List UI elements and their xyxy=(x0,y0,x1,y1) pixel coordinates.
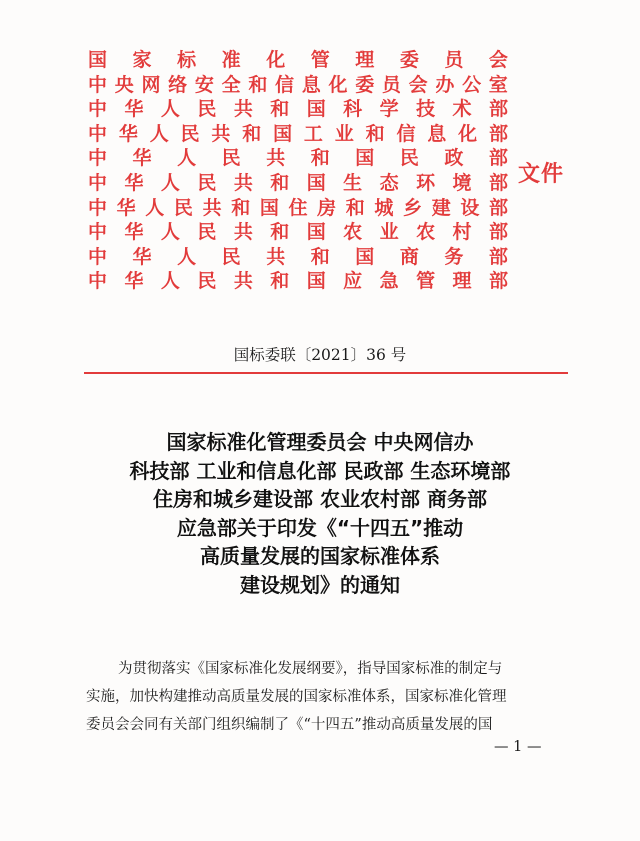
issuer-char: 态 xyxy=(379,171,399,194)
issuer-char: 共 xyxy=(233,221,253,244)
issuer-char: 商 xyxy=(399,245,419,268)
issuer-char: 部 xyxy=(488,122,508,145)
issuer-char: 城 xyxy=(374,196,394,219)
issuer-char: 民 xyxy=(221,245,241,268)
issuer-char: 共 xyxy=(202,196,222,219)
issuer-char: 理 xyxy=(355,49,375,71)
issuer-line xyxy=(88,171,508,196)
issuer-char: 和 xyxy=(231,196,251,219)
issuer-char: 和 xyxy=(270,98,290,121)
issuer-char: 和 xyxy=(270,221,290,244)
issuer-char: 和 xyxy=(365,122,385,145)
title-line: 住房和城乡建设部 农业农村部 商务部 xyxy=(153,487,487,512)
issuer-char: 民 xyxy=(197,270,217,293)
issuer-char: 央 xyxy=(114,73,134,96)
issuer-line xyxy=(88,122,508,147)
issuer-char: 和 xyxy=(345,196,365,219)
issuer-char: 国 xyxy=(306,221,326,244)
issuer-char: 和 xyxy=(242,122,262,145)
issuer-char: 和 xyxy=(310,245,330,268)
issuer-char: 急 xyxy=(379,270,399,293)
issuer-char: 部 xyxy=(488,270,508,293)
issuer-char: 国 xyxy=(306,98,326,121)
title-line: 科技部 工业和信息化部 民政部 生态环境部 xyxy=(129,458,511,483)
issuer-char: 室 xyxy=(488,73,508,96)
issuer-char: 中 xyxy=(88,196,108,219)
issuer-char: 和 xyxy=(270,270,290,293)
issuer-char: 化 xyxy=(328,73,348,96)
title-line: 应急部关于印发《“十四五”推动 xyxy=(176,515,464,540)
issuer-char: 民 xyxy=(197,98,217,121)
issuer-char: 共 xyxy=(233,171,253,194)
issuer-char: 村 xyxy=(452,221,472,244)
issuer-char: 华 xyxy=(116,196,136,219)
issuer-char: 业 xyxy=(334,122,354,145)
issuer-char: 部 xyxy=(488,98,508,121)
issuer-char: 共 xyxy=(266,245,286,268)
issuer-char: 人 xyxy=(145,196,165,219)
issuer-char: 准 xyxy=(221,49,241,71)
issuer-char: 国 xyxy=(259,196,279,219)
issuer-char: 中 xyxy=(88,270,108,293)
issuer-char: 中 xyxy=(88,221,108,244)
issuer-char: 部 xyxy=(488,171,508,194)
issuer-char: 和 xyxy=(270,171,290,194)
title-line: 高质量发展的国家标准体系 xyxy=(200,544,440,569)
issuer-char: 人 xyxy=(149,122,169,145)
issuer-char: 共 xyxy=(211,122,231,145)
red-divider-line xyxy=(84,372,568,374)
issuer-char: 民 xyxy=(197,221,217,244)
issuer-char: 中 xyxy=(88,122,108,145)
issuing-agencies-header xyxy=(88,48,508,294)
issuer-char: 化 xyxy=(458,122,478,145)
issuer-char: 设 xyxy=(460,196,480,219)
document-number: 国标委联〔2021〕36 号 xyxy=(233,346,407,364)
issuer-char: 管 xyxy=(416,270,436,293)
issuer-char: 应 xyxy=(343,270,363,293)
issuer-char: 办 xyxy=(435,73,455,96)
issuer-char: 共 xyxy=(233,98,253,121)
issuer-char: 员 xyxy=(381,73,401,96)
issuer-char: 标 xyxy=(177,49,197,71)
issuer-char: 华 xyxy=(132,245,152,268)
issuer-char: 中 xyxy=(88,98,108,121)
issuer-char: 人 xyxy=(177,245,197,268)
issuer-char: 会 xyxy=(408,73,428,96)
issuer-char: 部 xyxy=(488,147,508,170)
issuer-char: 术 xyxy=(452,98,472,121)
issuer-char: 华 xyxy=(124,171,144,194)
issuer-char: 环 xyxy=(416,171,436,194)
title-line: 建设规划》的通知 xyxy=(240,572,400,597)
issuer-char: 和 xyxy=(310,147,330,170)
issuer-char: 政 xyxy=(444,147,464,170)
page-number: — 1 — xyxy=(494,739,542,755)
issuer-char: 人 xyxy=(177,147,197,170)
issuer-char: 国 xyxy=(306,270,326,293)
document-suffix: 文件 xyxy=(518,161,565,187)
issuer-line xyxy=(88,48,508,73)
issuer-char: 中 xyxy=(88,245,108,268)
body-line: 实施，加快构建推动高质量发展的国家标准体系，国家标准化管理 xyxy=(86,689,507,705)
issuer-char: 人 xyxy=(160,98,180,121)
issuer-char: 家 xyxy=(132,49,152,71)
document-title xyxy=(0,428,640,600)
issuer-line xyxy=(88,269,508,294)
issuer-char: 民 xyxy=(221,147,241,170)
issuer-char: 学 xyxy=(379,98,399,121)
issuer-char: 络 xyxy=(168,73,188,96)
issuer-char: 生 xyxy=(343,171,363,194)
issuer-char: 华 xyxy=(124,221,144,244)
issuer-char: 国 xyxy=(355,245,375,268)
issuer-char: 部 xyxy=(488,221,508,244)
issuer-char: 技 xyxy=(416,98,436,121)
issuer-char: 华 xyxy=(118,122,138,145)
issuer-char: 农 xyxy=(343,221,363,244)
issuer-char: 科 xyxy=(343,98,363,121)
issuer-char: 部 xyxy=(488,245,508,268)
issuer-char: 委 xyxy=(355,73,375,96)
issuer-char: 公 xyxy=(462,73,482,96)
issuer-char: 管 xyxy=(310,49,330,71)
issuer-char: 建 xyxy=(431,196,451,219)
issuer-char: 人 xyxy=(160,270,180,293)
issuer-char: 民 xyxy=(399,147,419,170)
issuer-char: 国 xyxy=(273,122,293,145)
issuer-char: 化 xyxy=(266,49,286,71)
issuer-char: 农 xyxy=(416,221,436,244)
issuer-char: 民 xyxy=(173,196,193,219)
issuer-char: 信 xyxy=(396,122,416,145)
issuer-char: 房 xyxy=(317,196,337,219)
issuer-char: 共 xyxy=(266,147,286,170)
issuer-line xyxy=(88,97,508,122)
issuer-char: 息 xyxy=(301,73,321,96)
issuer-char: 共 xyxy=(233,270,253,293)
issuer-char: 全 xyxy=(221,73,241,96)
issuer-char: 委 xyxy=(399,49,419,71)
body-line: 委员会会同有关部门组织编制了《“十四五”推动高质量发展的国 xyxy=(86,717,493,733)
issuer-line xyxy=(88,196,508,221)
issuer-char: 人 xyxy=(160,171,180,194)
issuer-char: 和 xyxy=(248,73,268,96)
issuer-char: 华 xyxy=(132,147,152,170)
issuer-char: 中 xyxy=(88,73,108,96)
issuer-char: 业 xyxy=(379,221,399,244)
issuer-line xyxy=(88,220,508,245)
issuer-line xyxy=(88,245,508,270)
issuer-char: 中 xyxy=(88,171,108,194)
body-paragraph xyxy=(86,655,574,739)
issuer-char: 网 xyxy=(141,73,161,96)
issuer-char: 会 xyxy=(488,49,508,71)
issuer-char: 民 xyxy=(197,171,217,194)
issuer-char: 中 xyxy=(88,147,108,170)
issuer-char: 人 xyxy=(160,221,180,244)
issuer-char: 理 xyxy=(452,270,472,293)
issuer-char: 国 xyxy=(88,49,108,71)
issuer-char: 住 xyxy=(288,196,308,219)
issuer-char: 华 xyxy=(124,98,144,121)
issuer-char: 部 xyxy=(488,196,508,219)
issuer-char: 员 xyxy=(444,49,464,71)
issuer-char: 安 xyxy=(194,73,214,96)
issuer-char: 华 xyxy=(124,270,144,293)
title-line: 国家标准化管理委员会 中央网信办 xyxy=(166,430,474,454)
issuer-char: 信 xyxy=(275,73,295,96)
issuer-line xyxy=(88,73,508,98)
issuer-char: 国 xyxy=(306,171,326,194)
issuer-char: 国 xyxy=(355,147,375,170)
issuer-line xyxy=(88,146,508,171)
body-line: 为贯彻落实《国家标准化发展纲要》，指导国家标准的制定与 xyxy=(118,661,503,677)
issuer-char: 境 xyxy=(452,171,472,194)
issuer-char: 务 xyxy=(444,245,464,268)
issuer-char: 民 xyxy=(180,122,200,145)
issuer-char: 工 xyxy=(303,122,323,145)
issuer-char: 息 xyxy=(427,122,447,145)
issuer-char: 乡 xyxy=(403,196,423,219)
